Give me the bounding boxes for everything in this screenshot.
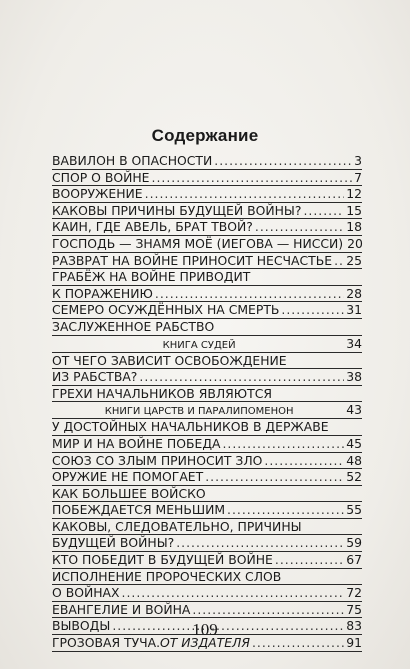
toc-entry-row	[52, 602, 362, 619]
toc-entry-row	[52, 585, 362, 602]
dot-leader	[145, 186, 345, 202]
dot-leader	[192, 602, 344, 618]
toc-page-number: 75	[346, 601, 362, 617]
toc-entry-title-line: СЕМЕРО ОСУЖДЁННЫХ НА СМЕРТЬ	[52, 302, 280, 318]
toc-page-number: 45	[346, 435, 362, 451]
toc-entry-title-line: О ВОЙНАХ	[52, 585, 120, 601]
toc-entry-row	[52, 302, 362, 319]
toc-page-number: 67	[346, 552, 362, 568]
toc-entry	[52, 353, 362, 386]
toc-page-number: 48	[346, 452, 362, 468]
toc-entry-title-line: ЕВАНГЕЛИЕ И ВОЙНА	[52, 601, 191, 617]
dot-leader	[281, 302, 344, 318]
toc-page-number: 34	[346, 335, 362, 351]
dot-leader	[214, 153, 352, 169]
toc-entry	[52, 170, 362, 187]
toc-entry-row	[52, 286, 362, 303]
toc-entry-title-line: ОРУЖИЕ НЕ ПОМОГАЕТ	[52, 469, 204, 485]
toc-entry-title-line: МИР И НА ВОЙНЕ ПОБЕДА	[52, 435, 221, 451]
toc-entry-title-line: КТО ПОБЕДИТ В БУДУЩЕЙ ВОЙНЕ	[52, 552, 273, 568]
toc-entry-row	[52, 153, 362, 170]
toc-entry-row	[52, 469, 362, 486]
toc-entry-row	[52, 436, 362, 453]
toc-entry-row	[52, 203, 362, 220]
toc-page-number: 18	[346, 219, 362, 235]
toc-entry-title-line: БУДУЩЕЙ ВОЙНЫ?	[52, 535, 175, 551]
toc-page-number: 12	[346, 186, 362, 202]
toc-entry-title-line: СОЮЗ СО ЗЛЫМ ПРИНОСИТ ЗЛО	[52, 452, 263, 468]
toc-entry-title-line: РАЗВРАТ НА ВОЙНЕ ПРИНОСИТ НЕСЧАСТЬЕ	[52, 252, 333, 268]
toc-entry-author: ОТ ИЗДАТЕЛЯ	[160, 635, 250, 651]
toc-entry	[52, 569, 362, 602]
toc-entry	[52, 602, 362, 619]
toc-entry-title-line: КАКОВЫ, СЛЕДОВАТЕЛЬНО, ПРИЧИНЫ	[52, 519, 362, 536]
toc-entry-title-line: К ПОРАЖЕНИЮ	[52, 285, 153, 301]
toc-entry	[52, 236, 362, 253]
toc-entry	[52, 153, 362, 170]
toc-entry	[52, 253, 362, 270]
toc-page-number: 20	[347, 235, 363, 251]
toc-entry-row	[52, 170, 362, 187]
toc-page-number: 15	[346, 202, 362, 218]
toc-entry	[52, 186, 362, 203]
dot-leader	[155, 286, 344, 302]
dot-leader	[334, 253, 344, 269]
toc-entry	[52, 386, 362, 420]
toc-entry-title-line: ИСПОЛНЕНИЕ ПРОРОЧЕСКИХ СЛОВ	[52, 569, 362, 586]
toc-entry	[52, 453, 362, 470]
toc-entry-title-line: ПОБЕЖДАЕТСЯ МЕНЬШИМ	[52, 502, 226, 518]
toc-entry-row	[52, 502, 362, 519]
dot-leader	[205, 469, 344, 485]
toc-entry-row	[52, 552, 362, 569]
dot-leader	[176, 535, 344, 551]
toc-entry-title-line: У ДОСТОЙНЫХ НАЧАЛЬНИКОВ В ДЕРЖАВЕ	[52, 419, 362, 436]
toc-entry-subtitle: КНИГИ ЦАРСТВ И ПАРАЛИПОМЕНОН	[104, 406, 294, 418]
toc-entry-title-line: КАКОВЫ ПРИЧИНЫ БУДУЩЕЙ ВОЙНЫ?	[52, 202, 302, 218]
toc-page-number: 3	[354, 153, 362, 168]
toc-entry-row	[52, 186, 362, 203]
toc-page-number: 31	[346, 302, 362, 318]
toc-entry-title-line: КАК БОЛЬШЕЕ ВОЙСКО	[52, 486, 362, 503]
page-title: Содержание	[151, 126, 259, 145]
toc-entry-row	[52, 219, 362, 236]
toc-page-number: 25	[346, 252, 362, 268]
toc-entry	[52, 419, 362, 452]
toc-page-number: 28	[346, 285, 362, 301]
toc-page-number: 38	[346, 369, 362, 385]
toc-entry	[52, 219, 362, 236]
toc-entry	[52, 469, 362, 486]
toc-entry-title-line: ГРОЗОВАЯ ТУЧА.	[52, 635, 161, 651]
dot-leader	[264, 453, 344, 469]
dot-leader	[227, 502, 344, 518]
toc-entry	[52, 519, 362, 552]
toc-page-number: 59	[346, 535, 362, 551]
dot-leader	[303, 203, 344, 219]
toc-entry-subtitle: КНИГА СУДЕЙ	[162, 339, 236, 351]
toc-entry-row	[52, 402, 362, 419]
toc-entry	[52, 269, 362, 302]
toc-entry-title-line: ВООРУЖЕНИЕ	[52, 186, 143, 202]
toc-entry	[52, 552, 362, 569]
toc-entry-title-line: ГРАБЁЖ НА ВОЙНЕ ПРИВОДИТ	[52, 269, 362, 286]
toc-page-number: 91	[346, 635, 362, 651]
page-number: 109	[192, 620, 218, 639]
dot-leader	[152, 170, 353, 186]
toc-entry-title-line: ВАВИЛОН В ОПАСНОСТИ	[52, 153, 213, 168]
toc-entry	[52, 302, 362, 319]
toc-entry-title-line: ОТ ЧЕГО ЗАВИСИТ ОСВОБОЖДЕНИЕ	[52, 353, 362, 370]
toc-page-number: 7	[354, 169, 362, 185]
toc-entry-row	[52, 535, 362, 552]
toc-page-number: 52	[346, 469, 362, 485]
toc-entry-title-line: ГРЕХИ НАЧАЛЬНИКОВ ЯВЛЯЮТСЯ	[52, 386, 362, 403]
toc-entry-title-line: СПОР О ВОЙНЕ	[52, 169, 150, 185]
toc-entry-title-line: ЗАСЛУЖЕННОЕ РАБСТВО	[52, 319, 362, 336]
toc-entry-row	[52, 336, 362, 353]
toc-entry	[52, 203, 362, 220]
toc-page-number: 43	[346, 402, 362, 418]
toc-entry-title-line: ГОСПОДЬ — ЗНАМЯ МОЁ (ИЕГОВА — НИССИ)	[52, 235, 344, 251]
toc-page-number: 83	[346, 618, 362, 634]
toc-page-number: 72	[346, 585, 362, 601]
toc-entry-title-line: КАИН, ГДЕ АВЕЛЬ, БРАТ ТВОЙ?	[52, 219, 253, 235]
dot-leader	[275, 552, 344, 568]
dot-leader	[255, 219, 344, 235]
toc-entry-title-line: ИЗ РАБСТВА?	[52, 369, 138, 385]
toc-entry	[52, 486, 362, 519]
dot-leader	[222, 436, 344, 452]
table-of-contents	[52, 153, 362, 652]
toc-entry-row	[52, 236, 362, 253]
toc-entry-row	[52, 253, 362, 270]
toc-entry-row	[52, 369, 362, 386]
dot-leader	[122, 585, 345, 601]
toc-page-number: 55	[346, 502, 362, 518]
toc-entry	[52, 319, 362, 353]
toc-entry-title-line: ВЫВОДЫ	[52, 618, 111, 634]
dot-leader	[139, 369, 344, 385]
toc-entry-row	[52, 453, 362, 470]
